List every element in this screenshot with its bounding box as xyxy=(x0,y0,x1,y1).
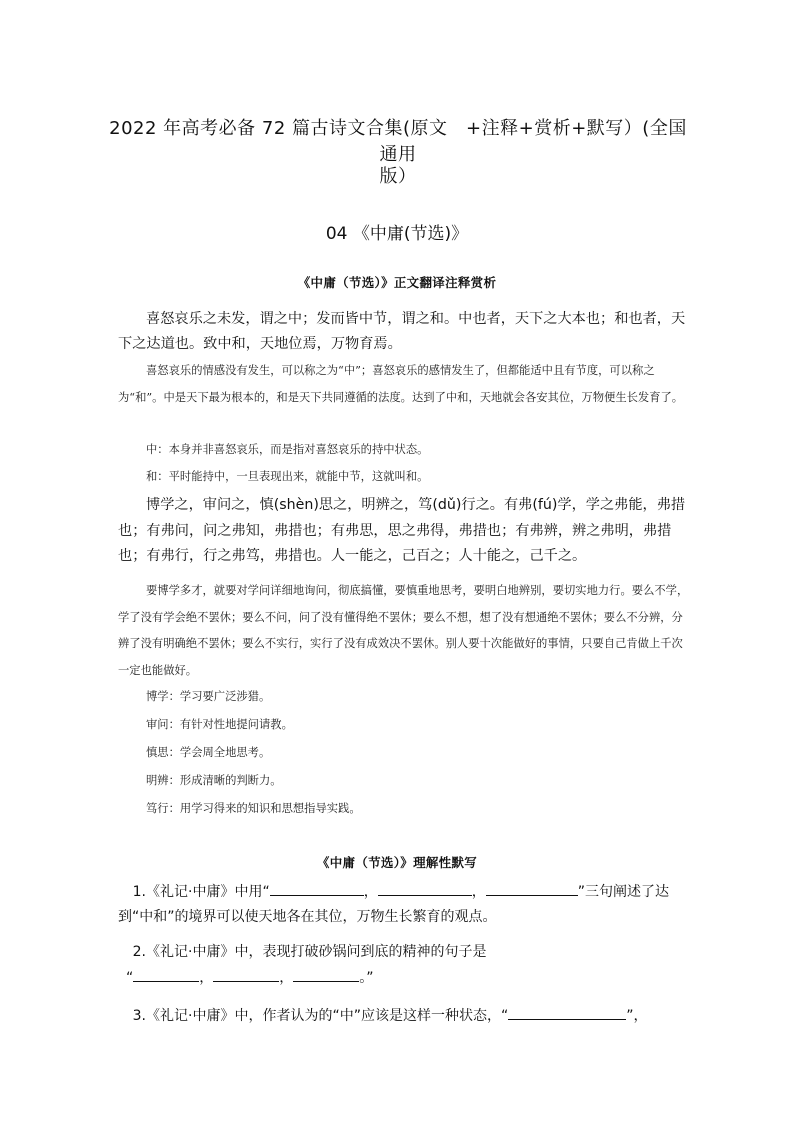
question-text: 《礼记·中庸》中用“ xyxy=(146,884,270,900)
annotation-zhong: 中：本身并非喜怒哀乐，而是指对喜怒哀乐的持中状态。 xyxy=(146,443,429,456)
question-text: 《礼记·中庸》中，表现打破砂锅问到底的精神的句子是 xyxy=(146,944,487,960)
annotation-mingbian: 明辨：形成清晰的判断力。 xyxy=(146,774,282,787)
answer-blank[interactable] xyxy=(133,967,199,982)
section-heading-translation: 《中庸（节选）》正文翻译注释赏析 xyxy=(297,275,497,290)
separator: ， xyxy=(199,970,214,986)
original-text-2: 博学之，审问之，慎(shèn)思之，明辨之，笃(dǔ)行之。有弗(fú)学，学之弗能，弗措也；有弗问，问之弗知，弗措也；有弗思，思之弗得，弗措也；有弗辨，辨之弗明，弗措也；有弗行，行之弗笃，弗措也。人一能之，己百之；人十能之，己千之。 xyxy=(118,497,686,564)
question-number: 2. xyxy=(132,944,146,960)
annotation-boxue: 博学：学习要广泛涉猎。 xyxy=(146,690,271,703)
section-heading-dictation: 《中庸（节选）》理解性默写 xyxy=(316,855,478,870)
separator: ， xyxy=(279,970,294,986)
question-1 xyxy=(118,880,694,929)
open-quote: “ xyxy=(126,970,134,986)
annotation-shenwen: 审问：有针对性地提问请教。 xyxy=(146,718,293,731)
annotation-he: 和：平时能持中，一旦表现出来，就能中节，这就叫和。 xyxy=(146,470,429,483)
annotation-shensi: 慎思：学会周全地思考。 xyxy=(146,746,271,759)
original-text-paragraph-2 xyxy=(118,493,690,570)
question-text: 《礼记·中庸》中，作者认为的“中”应该是这样一种状态，“ xyxy=(146,1008,509,1024)
annotation-duxing: 笃行：用学习得来的知识和思想指导实践。 xyxy=(146,802,361,815)
separator: ， xyxy=(471,884,486,900)
translation-text-2: 要博学多才，就要对学问详细地询问，彻底搞懂，要慎重地思考，要明白地辨别，要切实地力行。要么不学，学了没有学会绝不罢休；要么不问，问了没有懂得绝不罢休；要么不想，想了没有想通绝不罢休；要么不分辨，分辨了没有明确绝不罢休；要么不实行，实行了没有成效决不罢休。别人要十次能做好的事情，只要自己肯做上千次一定也能做好。 xyxy=(118,584,689,677)
original-text-1: 喜怒哀乐之未发，谓之中；发而皆中节，谓之和。中也者，天下之大本也；和也者，天下之达道也。致中和，天地位焉，万物育焉。 xyxy=(118,311,686,352)
answer-blank[interactable] xyxy=(486,881,578,896)
question-number: 1. xyxy=(132,884,146,900)
question-2 xyxy=(118,940,694,965)
answer-blank[interactable] xyxy=(293,967,359,982)
translation-paragraph-1 xyxy=(118,358,692,411)
original-text-paragraph-1 xyxy=(118,307,690,356)
question-2-answers xyxy=(126,966,702,991)
answer-blank[interactable] xyxy=(378,881,472,896)
question-number: 3. xyxy=(132,1008,146,1024)
translation-text-1: 喜怒哀乐的情感没有发生，可以称之为“中”；喜怒哀乐的感情发生了，但都能适中且有节度，可以称之为“和”。中是天下最为根本的，和是天下共同遵循的法度。达到了中和，天地就会各安其位，万物便生长发育了。 xyxy=(118,364,684,404)
answer-blank[interactable] xyxy=(213,967,279,982)
document-title-continued: 版） xyxy=(379,166,417,187)
answer-blank[interactable] xyxy=(508,1005,626,1020)
translation-paragraph-2 xyxy=(118,578,692,684)
close-quote: 。” xyxy=(359,970,374,986)
answer-blank[interactable] xyxy=(270,881,364,896)
question-text: ”三句阐述了达到“中和”的境界可以使天地各在其位，万物生长繁育的观点。 xyxy=(118,884,669,925)
question-3 xyxy=(118,1004,694,1029)
chapter-title: 04 《中庸(节选)》 xyxy=(325,224,469,244)
separator: ， xyxy=(363,884,378,900)
close-quote: ”， xyxy=(626,1008,648,1024)
document-title: 2022 年高考必备 72 篇古诗文合集(原文 +注释+赏析+默写）(全国通用 xyxy=(109,118,687,165)
